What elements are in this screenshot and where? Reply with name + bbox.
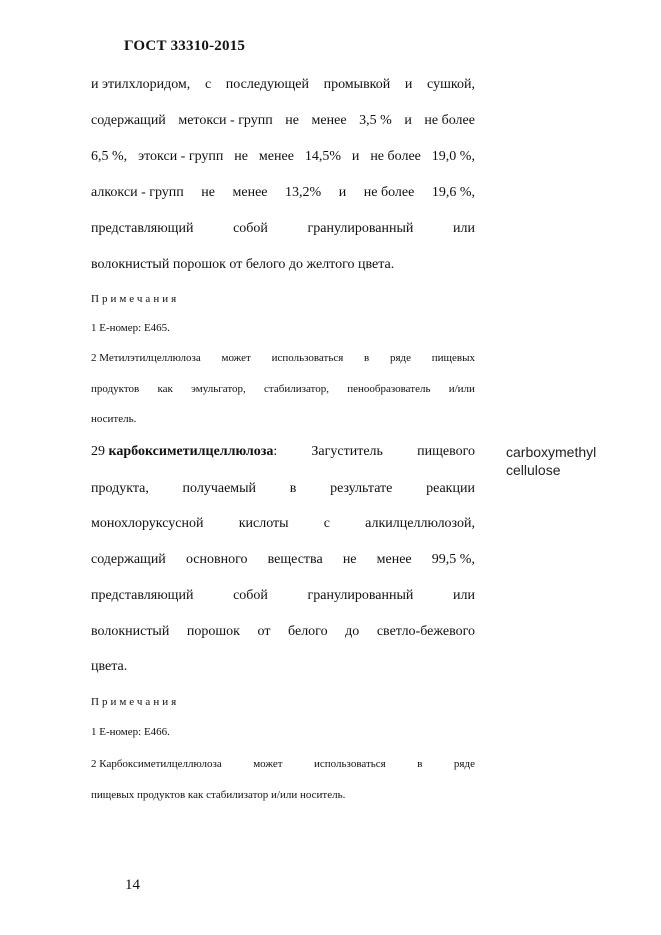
note-item: 1 Е-номер: Е465. <box>91 322 170 334</box>
paragraph-line <box>91 184 475 202</box>
word: менее <box>376 552 412 567</box>
word: менее <box>258 149 294 164</box>
paragraph-line <box>91 480 475 498</box>
paragraph-line: цвета. <box>91 659 128 674</box>
word: пищевых <box>431 352 475 364</box>
word: использоваться <box>314 758 386 770</box>
word: 13,2% <box>285 185 322 200</box>
paragraph-line <box>91 112 475 130</box>
word: не более <box>424 113 475 128</box>
term-name: карбоксиметилцеллюлоза <box>108 444 274 459</box>
word: последующей <box>225 77 309 92</box>
word: и этилхлоридом, <box>91 77 191 92</box>
word: и <box>404 77 413 92</box>
word: не <box>234 149 249 164</box>
paragraph-line <box>91 515 475 533</box>
paragraph-line <box>91 587 475 605</box>
word: 3,5 % <box>359 113 392 128</box>
word: и/или <box>448 383 475 395</box>
word: содержащий <box>91 113 166 128</box>
word: метокси - групп <box>178 113 273 128</box>
word: не <box>342 552 357 567</box>
word: 14,5% <box>304 149 341 164</box>
word: с <box>323 516 330 531</box>
english-term-line: cellulose <box>506 462 561 478</box>
page-number: 14 <box>125 877 140 893</box>
word: кислоты <box>238 516 289 531</box>
word: основного <box>185 552 248 567</box>
word: алкокси - групп <box>91 185 184 200</box>
note-line: пищевых продуктов как стабилизатор и/или носитель. <box>91 789 346 801</box>
word: пищевого <box>417 444 475 459</box>
word: результате <box>330 481 393 496</box>
word: вещества <box>267 552 323 567</box>
word: использоваться <box>271 352 344 364</box>
word: не более <box>370 149 421 164</box>
english-term-line: carboxymethyl <box>506 444 597 460</box>
word: получаемый <box>182 481 257 496</box>
word: 19,6 %, <box>431 185 475 200</box>
note-line <box>91 382 475 396</box>
term-colon: : <box>273 444 278 459</box>
paragraph-line <box>91 76 475 94</box>
word: светло-бежевого <box>376 624 475 639</box>
word: может <box>221 352 251 364</box>
word: менее <box>232 185 268 200</box>
word: 19,0 %, <box>431 149 475 164</box>
word: 2 Метилэтилцеллюлоза <box>91 352 201 364</box>
word: гранулированный <box>307 588 414 603</box>
word: этокси - групп <box>138 149 224 164</box>
word: стабилизатор, <box>264 383 329 395</box>
term-line <box>91 443 475 461</box>
word: и <box>351 149 360 164</box>
word: 99,5 %, <box>431 552 475 567</box>
word: представляющий <box>91 588 194 603</box>
word: гранулированный <box>307 221 414 236</box>
standard-header: ГОСТ 33310-2015 <box>124 38 246 54</box>
note-line <box>91 757 475 771</box>
word: представляющий <box>91 221 194 236</box>
note-line: носитель. <box>91 413 137 425</box>
notes-heading: Примечания <box>91 293 180 305</box>
word: содержащий <box>91 552 166 567</box>
term-number: 29 <box>91 444 105 459</box>
notes-heading: Примечания <box>91 696 180 708</box>
word: продукта, <box>91 481 149 496</box>
paragraph-line: волокнистый порошок от белого до желтого цвета. <box>91 257 395 272</box>
word: и <box>338 185 347 200</box>
word: в <box>417 758 423 770</box>
word: и <box>404 113 412 128</box>
word: в <box>289 481 297 496</box>
word: волокнистый <box>91 624 170 639</box>
word: пенообразователь <box>347 383 431 395</box>
word: не более <box>363 185 415 200</box>
word: не <box>201 185 216 200</box>
word: Загуститель <box>311 444 383 459</box>
word: до <box>345 624 360 639</box>
word: монохлоруксусной <box>91 516 204 531</box>
term-heading <box>91 443 277 461</box>
word: не <box>285 113 299 128</box>
paragraph-line <box>91 623 475 641</box>
word: эмульгатор, <box>191 383 246 395</box>
word: белого <box>288 624 328 639</box>
word: или <box>453 588 475 603</box>
word: ряде <box>389 352 412 364</box>
word: в <box>364 352 370 364</box>
word: реакции <box>426 481 475 496</box>
paragraph-line <box>91 220 475 238</box>
word: может <box>253 758 283 770</box>
word: промывкой <box>323 77 391 92</box>
word: алкилцеллюлозой, <box>365 516 475 531</box>
word: или <box>453 221 475 236</box>
word: сушкой, <box>427 77 475 92</box>
word: менее <box>311 113 347 128</box>
word: 6,5 %, <box>91 149 128 164</box>
note-item: 1 Е-номер: Е466. <box>91 726 170 738</box>
word: порошок <box>186 624 240 639</box>
word: продуктов <box>91 383 140 395</box>
word: ряде <box>453 758 475 770</box>
paragraph-line <box>91 551 475 569</box>
word: собой <box>233 588 268 603</box>
paragraph-line <box>91 148 475 166</box>
note-line <box>91 351 475 365</box>
word: от <box>257 624 271 639</box>
word: как <box>157 383 173 395</box>
word: 2 Карбоксиметилцеллюлоза <box>91 758 222 770</box>
word: собой <box>233 221 268 236</box>
word: с <box>204 77 212 92</box>
english-term <box>506 443 596 479</box>
